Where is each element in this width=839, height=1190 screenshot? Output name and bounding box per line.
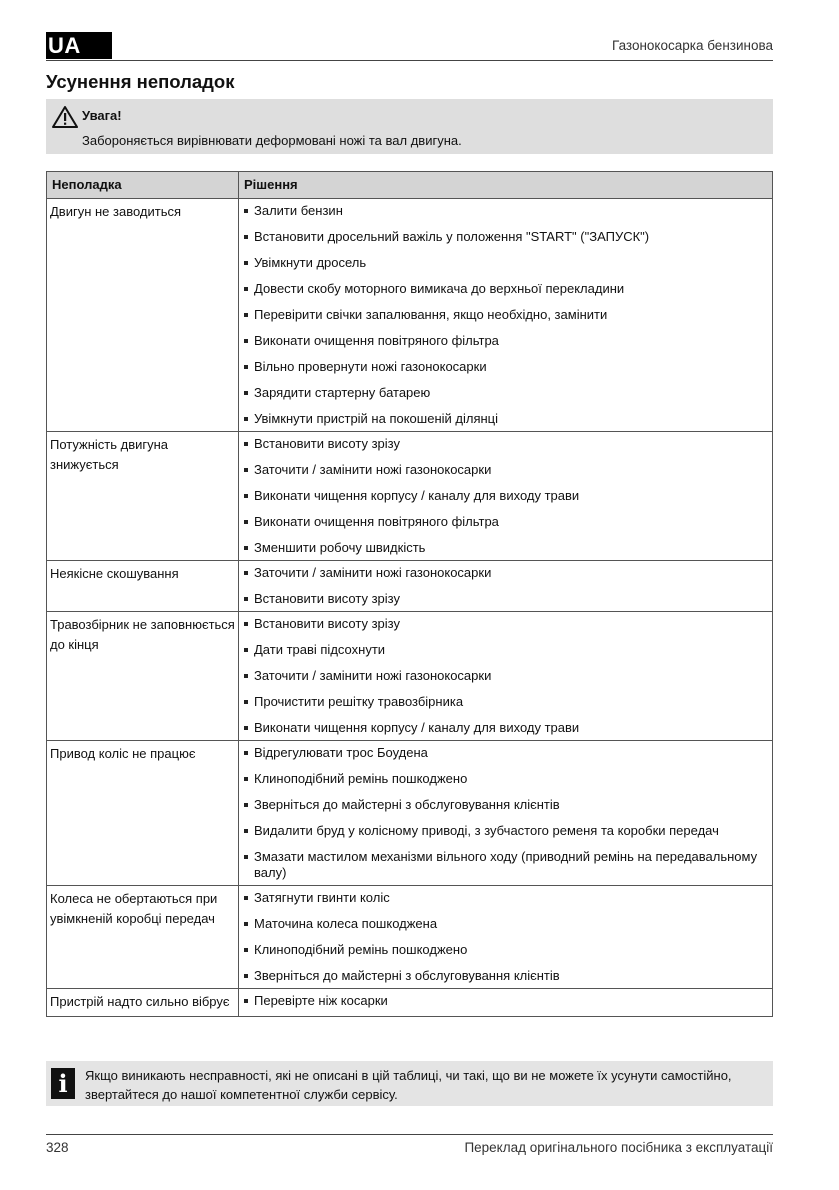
table-body (47, 199, 773, 1017)
solution-cell (239, 886, 773, 989)
table-row (47, 199, 773, 432)
solution-list (243, 614, 768, 736)
table-row (47, 612, 773, 741)
page-number: 328 (46, 1140, 69, 1155)
list-item: Прочистити решітку травозбірника (243, 692, 768, 718)
table-row (47, 432, 773, 561)
solution-list (243, 888, 768, 984)
list-item: Виконати очищення повітряного фільтра (243, 331, 768, 357)
problem-cell: Привод коліс не працює (47, 741, 239, 886)
list-item: Зверніться до майстерні з обслуговування клієнтів (243, 966, 768, 984)
problem-cell: Пристрій надто сильно вібрує (47, 989, 239, 1017)
problem-cell: Травозбірник не заповнюється до кінця (47, 612, 239, 741)
column-header-problem: Неполадка (47, 172, 239, 199)
page-footer (46, 1134, 773, 1157)
solution-list (243, 563, 768, 607)
table-row (47, 989, 773, 1017)
section-title: Усунення неполадок (46, 71, 235, 92)
list-item: Маточина колеса пошкоджена (243, 914, 768, 940)
list-item: Увімкнути пристрій на покошеній ділянці (243, 409, 768, 427)
info-text: Якщо виникають несправності, які не описані в цій таблиці, чи такі, що ви не можете їх усунути самостійно, звертайтеся до нашої компетентної служби сервісу. (85, 1068, 732, 1102)
warning-box (46, 99, 773, 154)
language-badge: UA (46, 32, 112, 59)
list-item: Перевірте ніж косарки (243, 991, 768, 1009)
list-item: Встановити дросельний важіль у положення "START" ("ЗАПУСК") (243, 227, 768, 253)
list-item: Дати траві підсохнути (243, 640, 768, 666)
solution-cell (239, 989, 773, 1017)
list-item: Встановити висоту зрізу (243, 589, 768, 607)
solution-list (243, 434, 768, 556)
list-item: Виконати чищення корпусу / каналу для виходу трави (243, 718, 768, 736)
list-item: Перевірити свічки запалювання, якщо необхідно, замінити (243, 305, 768, 331)
problem-cell: Потужність двигуна знижується (47, 432, 239, 561)
list-item: Встановити висоту зрізу (243, 434, 768, 460)
column-header-solution: Рішення (239, 172, 773, 199)
solution-cell (239, 432, 773, 561)
list-item: Встановити висоту зрізу (243, 614, 768, 640)
solution-list (243, 201, 768, 427)
list-item: Затягнути гвинти коліс (243, 888, 768, 914)
troubleshooting-table (46, 171, 773, 1017)
problem-cell: Неякісне скошування (47, 561, 239, 612)
list-item: Зменшити робочу швидкість (243, 538, 768, 556)
list-item: Вільно провернути ножі газонокосарки (243, 357, 768, 383)
list-item: Увімкнути дросель (243, 253, 768, 279)
table-row (47, 886, 773, 989)
solution-cell (239, 741, 773, 886)
list-item: Клиноподібний ремінь пошкоджено (243, 769, 768, 795)
list-item: Заточити / замінити ножі газонокосарки (243, 666, 768, 692)
list-item: Змазати мастилом механізми вільного ходу (приводний ремінь на передавальному валу) (243, 847, 768, 881)
warning-label: Увага! (82, 108, 122, 123)
info-box (46, 1061, 773, 1106)
solution-list (243, 743, 768, 881)
solution-list (243, 991, 768, 1009)
list-item: Зарядити стартерну батарею (243, 383, 768, 409)
problem-cell: Колеса не обертаються при увімкненій коробці передач (47, 886, 239, 989)
problem-cell: Двигун не заводиться (47, 199, 239, 432)
list-item: Заточити / замінити ножі газонокосарки (243, 563, 768, 589)
list-item: Заточити / замінити ножі газонокосарки (243, 460, 768, 486)
list-item: Клиноподібний ремінь пошкоджено (243, 940, 768, 966)
warning-text: Забороняється вирівнювати деформовані ножі та вал двигуна. (82, 133, 462, 148)
list-item: Видалити бруд у колісному приводі, з зубчастого ременя та коробки передач (243, 821, 768, 847)
list-item: Залити бензин (243, 201, 768, 227)
table-header-row (47, 172, 773, 199)
document-title: Газонокосарка бензинова (612, 38, 773, 53)
warning-triangle-icon (52, 105, 78, 129)
page-header (46, 32, 773, 61)
list-item: Виконати чищення корпусу / каналу для виходу трави (243, 486, 768, 512)
table-row (47, 741, 773, 886)
list-item: Виконати очищення повітряного фільтра (243, 512, 768, 538)
footer-text: Переклад оригінального посібника з експлуатації (464, 1140, 773, 1155)
solution-cell (239, 561, 773, 612)
list-item: Довести скобу моторного вимикача до верхньої перекладини (243, 279, 768, 305)
solution-cell (239, 199, 773, 432)
table-row (47, 561, 773, 612)
list-item: Зверніться до майстерні з обслуговування клієнтів (243, 795, 768, 821)
solution-cell (239, 612, 773, 741)
info-icon: i (51, 1068, 75, 1099)
list-item: Відрегулювати трос Боудена (243, 743, 768, 769)
